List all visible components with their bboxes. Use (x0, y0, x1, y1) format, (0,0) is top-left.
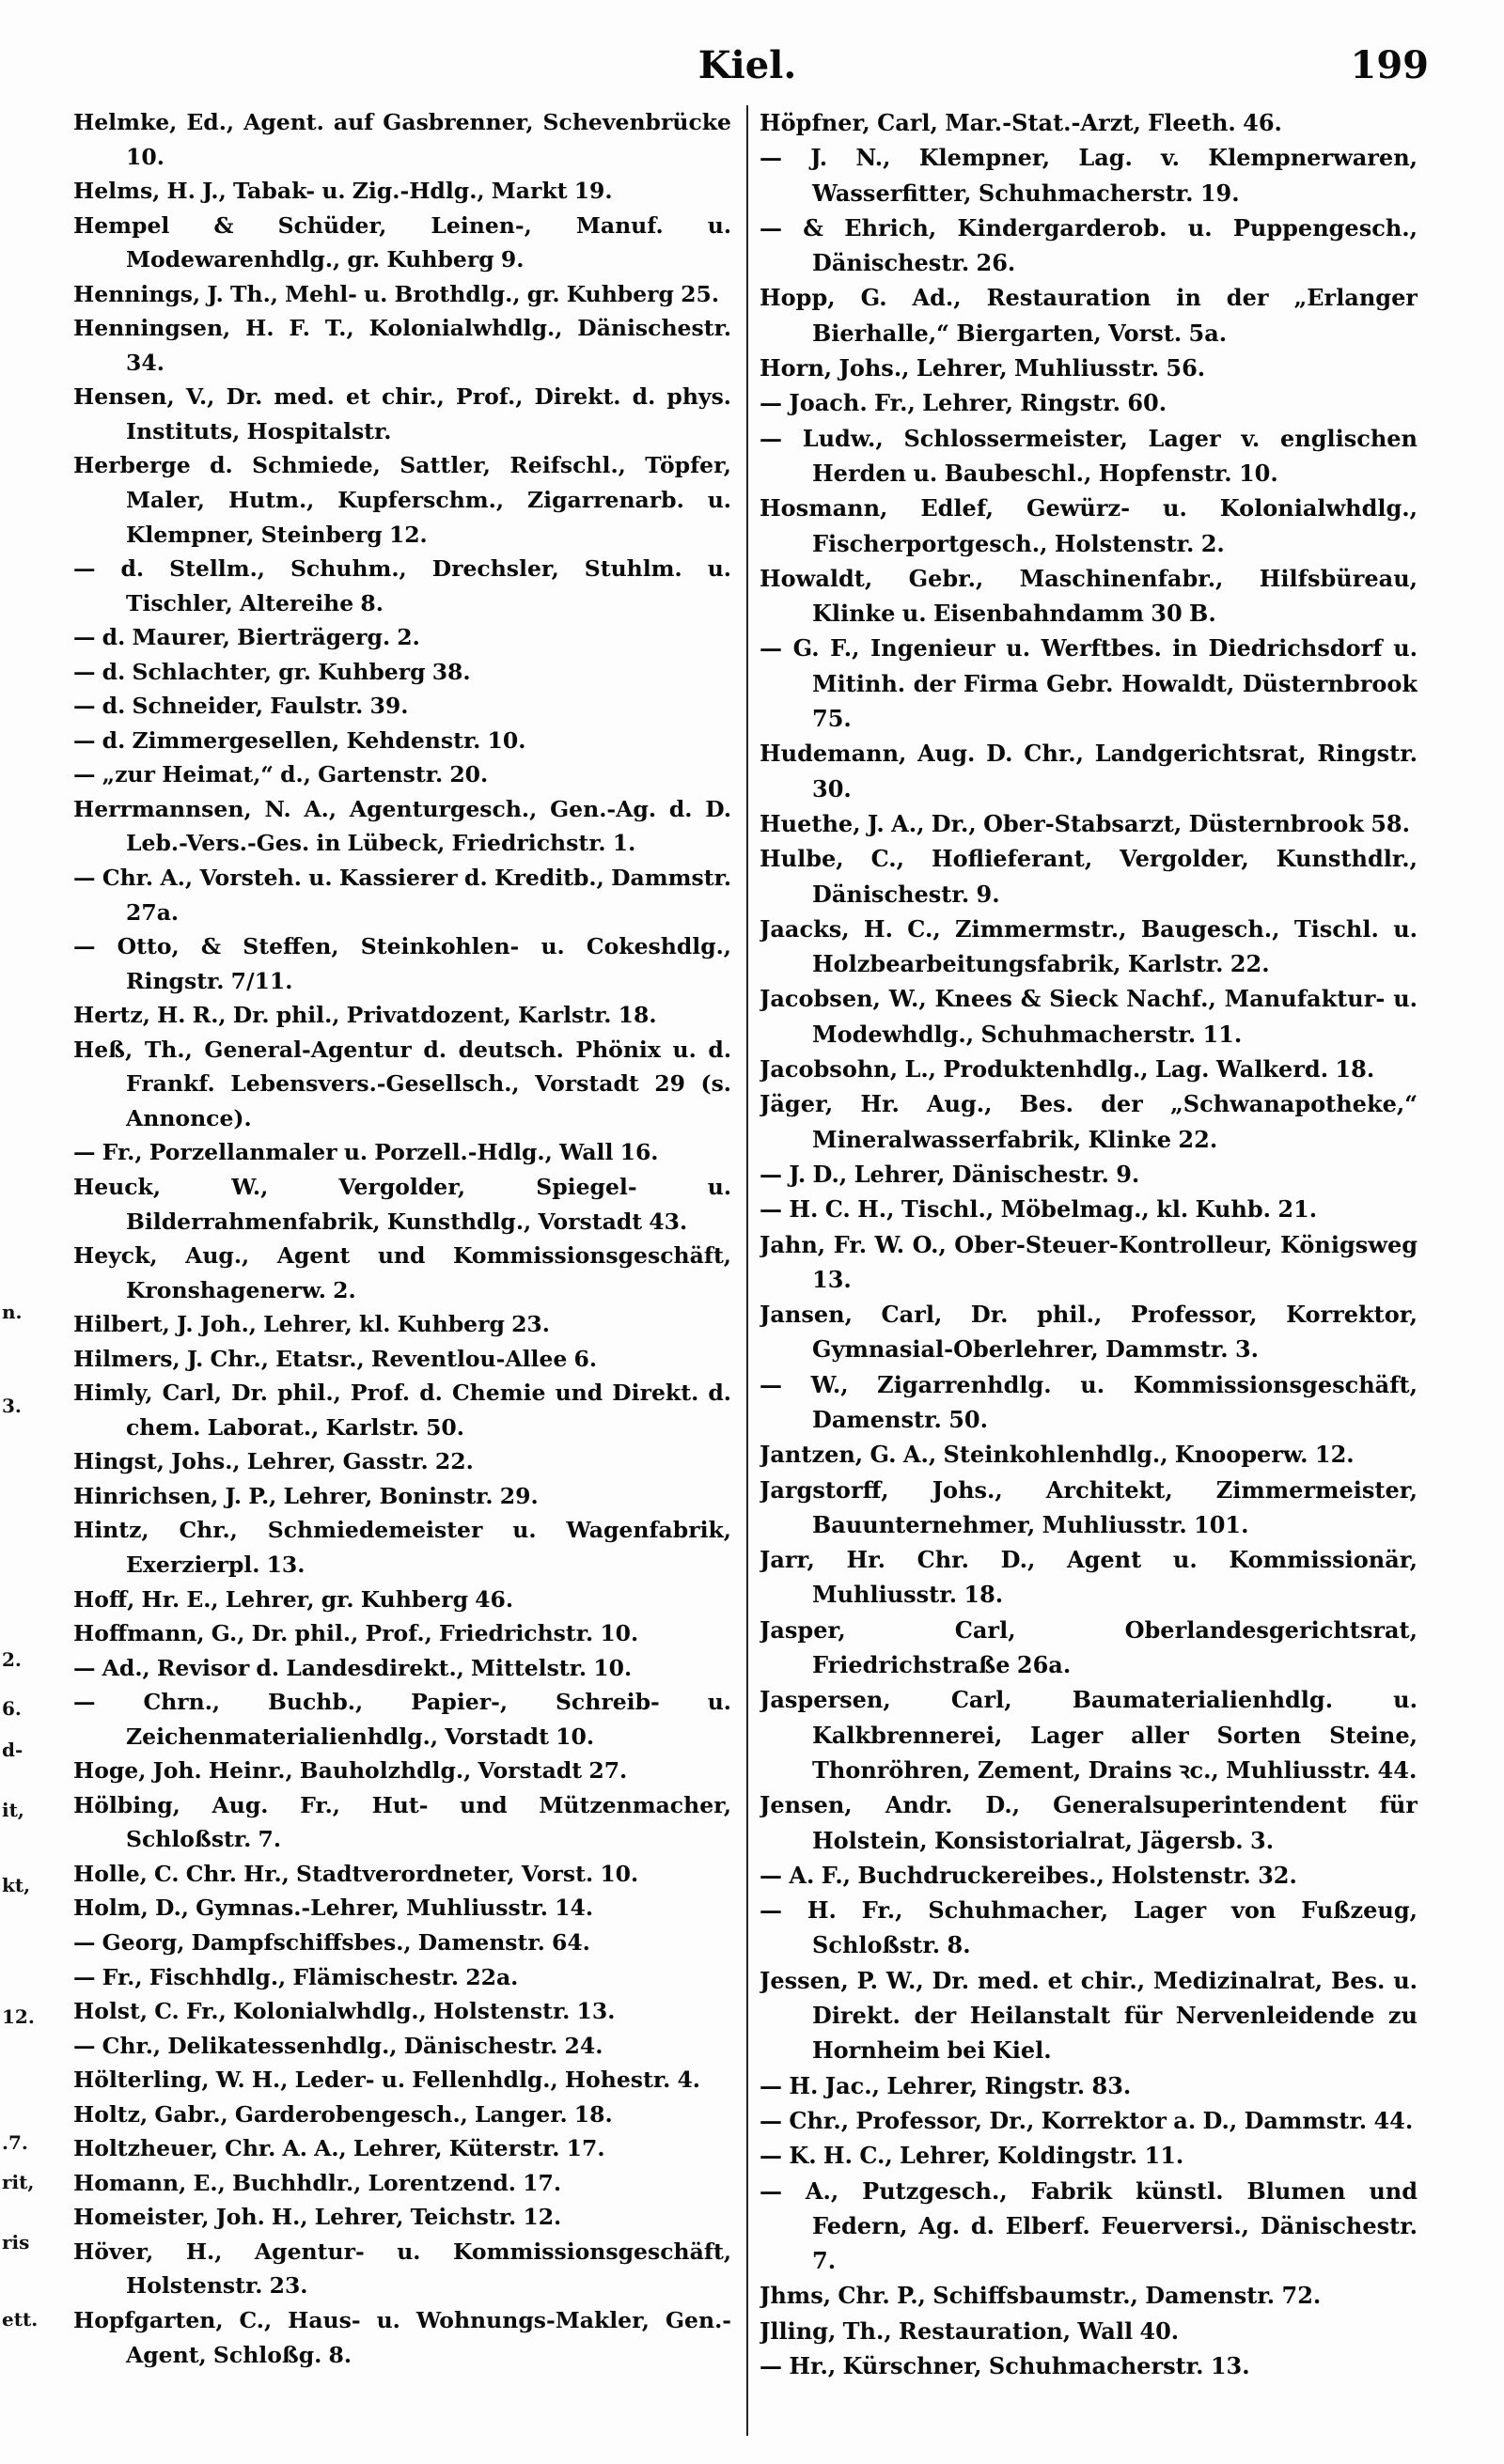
directory-entry: Jaacks, H. C., Zimmermstr., Baugesch., Tischl. u. Holzbearbeitungsfabrik, Karlstr. 22. (760, 914, 1418, 978)
directory-entry: — H. Jac., Lehrer, Ringstr. 83. (760, 2071, 1132, 2099)
directory-entry: Jlling, Th., Restauration, Wall 40. (760, 2316, 1180, 2345)
page-header (66, 36, 1429, 92)
directory-entry: Hoge, Joh. Heinr., Bauholzhdlg., Vorstadt 27. (73, 1757, 628, 1785)
directory-entry: Hopp, G. Ad., Restauration in der „Erlanger Bierhalle,“ Biergarten, Vorst. 5a. (760, 284, 1418, 347)
edge-mark: 3. (2, 1395, 22, 1417)
directory-entry: Hertz, H. R., Dr. phil., Privatdozent, Karlstr. 18. (73, 1002, 657, 1029)
directory-entry: Hensen, V., Dr. med. et chir., Prof., Direkt. d. phys. Instituts, Hospitalstr. (73, 383, 731, 444)
directory-entry: — H. C. H., Tischl., Möbelmag., kl. Kuhb. 21. (760, 1195, 1318, 1224)
directory-entry: — Chrn., Buchb., Papier-, Schreib- u. Zeichenmaterialienhdlg., Vorstadt 10. (73, 1689, 731, 1750)
directory-entry: Henningsen, H. F. T., Kolonialwhdlg., Dänischestr. 34. (73, 315, 731, 376)
directory-entry: — Georg, Dampfschiffsbes., Damenstr. 64. (73, 1928, 590, 1956)
directory-entry: — d. Maurer, Bierträgerg. 2. (73, 624, 420, 651)
directory-entry: — Hr., Kürschner, Schuhmacherstr. 13. (760, 2352, 1250, 2379)
directory-entry: Hulbe, C., Hoflieferant, Vergolder, Kunsthdlr., Dänischestr. 9. (760, 845, 1418, 908)
directory-entry: Horn, Johs., Lehrer, Muhliusstr. 56. (760, 354, 1206, 382)
directory-entry: Jahn, Fr. W. O., Ober-Steuer-Kontrolleur, Königsweg 13. (760, 1230, 1418, 1293)
directory-entry: — A., Putzgesch., Fabrik künstl. Blumen und Federn, Ag. d. Elberf. Feuerversi., Dänischestr. 7. (760, 2176, 1418, 2275)
directory-entry: Hölbing, Aug. Fr., Hut- und Mützenmacher, Schloßstr. 7. (73, 1791, 731, 1853)
directory-entry: — J. N., Klempner, Lag. v. Klempnerwaren, Wasserfitter, Schuhmacherstr. 19. (760, 144, 1418, 207)
directory-entry: Hintz, Chr., Schmiedemeister u. Wagenfabrik, Exerzierpl. 13. (73, 1517, 731, 1578)
directory-entry: Jasper, Carl, Oberlandesgerichtsrat, Friedrichstraße 26a. (760, 1615, 1418, 1679)
directory-entry: — d. Schlachter, gr. Kuhberg 38. (73, 658, 471, 685)
directory-entry: — Ludw., Schlossermeister, Lager v. englischen Herden u. Baubeschl., Hopfenstr. 10. (760, 424, 1418, 487)
directory-entry: — A. F., Buchdruckereibes., Holstenstr. 32. (760, 1861, 1297, 1889)
directory-entry: Holle, C. Chr. Hr., Stadtverordneter, Vorst. 10. (73, 1860, 639, 1887)
directory-columns (73, 105, 1433, 2436)
edge-mark: 12. (2, 2005, 35, 2028)
directory-entry: Hölterling, W. H., Leder- u. Fellenhdlg., Hohestr. 4. (73, 2066, 700, 2094)
directory-entry: Jaspersen, Carl, Baumaterialienhdlg. u. Kalkbrennerei, Lager aller Sorten Steine, Thonröhren, Zement, Drains ꝛc., Muhliusstr. 44. (760, 1686, 1418, 1784)
directory-entry: Jäger, Hr. Aug., Bes. der „Schwanapotheke,“ Mineralwasserfabrik, Klinke 22. (760, 1090, 1418, 1153)
edge-mark: it, (2, 1799, 24, 1821)
directory-entry: — K. H. C., Lehrer, Koldingstr. 11. (760, 2142, 1184, 2170)
directory-entry: Hopfgarten, C., Haus- u. Wohnungs-Makler, Gen.-Agent, Schloßg. 8. (73, 2307, 731, 2368)
directory-entry: Hoffmann, G., Dr. phil., Prof., Friedrichstr. 10. (73, 1620, 639, 1647)
edge-mark: .7. (2, 2131, 28, 2154)
directory-entry: Helmke, Ed., Agent. auf Gasbrenner, Schevenbrücke 10. (73, 109, 731, 170)
directory-entry: — Ad., Revisor d. Landesdirekt., Mittelstr. 10. (73, 1654, 633, 1681)
directory-entry: Heyck, Aug., Agent und Kommissionsgeschäft, Kronshagenerw. 2. (73, 1242, 731, 1303)
directory-entry: Homeister, Joh. H., Lehrer, Teichstr. 12. (73, 2204, 562, 2231)
directory-entry: — W., Zigarrenhdlg. u. Kommissionsgeschäft, Damenstr. 50. (760, 1370, 1418, 1433)
directory-entry: Hilbert, J. Joh., Lehrer, kl. Kuhberg 23. (73, 1311, 550, 1338)
directory-entry: Jacobsohn, L., Produktenhdlg., Lag. Walkerd. 18. (760, 1055, 1375, 1084)
directory-entry: — Chr. A., Vorsteh. u. Kassierer d. Kreditb., Dammstr. 27a. (73, 865, 731, 926)
directory-entry: — H. Fr., Schuhmacher, Lager von Fußzeug, Schloßstr. 8. (760, 1896, 1418, 1959)
directory-entry: Holst, C. Fr., Kolonialwhdlg., Holstenstr. 13. (73, 1998, 616, 2025)
directory-entry: — Chr., Professor, Dr., Korrektor a. D., Dammstr. 44. (760, 2106, 1414, 2134)
directory-entry: Jhms, Chr. P., Schiffsbaumstr., Damenstr. 72. (760, 2282, 1322, 2310)
directory-entry: — Fr., Fischhdlg., Flämischestr. 22a. (73, 1963, 519, 1990)
directory-entry: Heuck, W., Vergolder, Spiegel- u. Bilderrahmenfabrik, Kunsthdlg., Vorstadt 43. (73, 1173, 731, 1235)
directory-entry: — Chr., Delikatessenhdlg., Dänischestr. 24. (73, 2032, 603, 2059)
directory-entry: — J. D., Lehrer, Dänischestr. 9. (760, 1160, 1140, 1188)
directory-entry: Jarr, Hr. Chr. D., Agent u. Kommissionär, Muhliusstr. 18. (760, 1546, 1418, 1609)
directory-entry: Höpfner, Carl, Mar.-Stat.-Arzt, Fleeth. 46. (760, 109, 1282, 136)
directory-entry: Heß, Th., General-Agentur d. deutsch. Phönix u. d. Frankf. Lebensvers.-Gesellsch., Vorstadt 29 (s. Annonce). (73, 1036, 731, 1131)
directory-entry: Hennings, J. Th., Mehl- u. Brothdlg., gr. Kuhberg 25. (73, 280, 720, 307)
directory-entry: Hilmers, J. Chr., Etatsr., Reventlou-Allee 6. (73, 1345, 598, 1372)
directory-entry: Homann, E., Buchhdlr., Lorentzend. 17. (73, 2169, 562, 2196)
directory-entry: Hosmann, Edlef, Gewürz- u. Kolonialwhdlg., Fischerportgesch., Holstenstr. 2. (760, 494, 1418, 557)
directory-entry: Höver, H., Agentur- u. Kommissionsgeschäft, Holstenstr. 23. (73, 2238, 731, 2300)
adjacent-page-edge (0, 1222, 39, 2464)
edge-mark: 2. (2, 1648, 22, 1671)
directory-entry: Hempel & Schüder, Leinen-, Manuf. u. Modewarenhdlg., gr. Kuhberg 9. (73, 211, 731, 273)
directory-entry: — „zur Heimat,“ d., Gartenstr. 20. (73, 761, 489, 788)
directory-entry: Holtzheuer, Chr. A. A., Lehrer, Küterstr. 17. (73, 2135, 605, 2162)
page-title: Kiel. (697, 43, 797, 87)
edge-mark: 6. (2, 1697, 22, 1720)
directory-entry: Hinrichsen, J. P., Lehrer, Boninstr. 29. (73, 1482, 539, 1509)
directory-entry: Hoff, Hr. E., Lehrer, gr. Kuhberg 46. (73, 1585, 514, 1613)
directory-entry: Jargstorff, Johs., Architekt, Zimmermeister, Bauunternehmer, Muhliusstr. 101. (760, 1475, 1418, 1538)
directory-entry: — d. Schneider, Faulstr. 39. (73, 693, 409, 720)
directory-entry: — & Ehrich, Kindergarderob. u. Puppengesch., Dänischestr. 26. (760, 213, 1418, 277)
column-divider (746, 105, 748, 2436)
directory-entry: Jansen, Carl, Dr. phil., Professor, Korrektor, Gymnasial-Oberlehrer, Dammstr. 3. (760, 1301, 1418, 1364)
page-number: 199 (1350, 43, 1429, 87)
directory-entry: Herberge d. Schmiede, Sattler, Reifschl., Töpfer, Maler, Hutm., Kupferschm., Zigarrenarb. u. Klempner, Steinberg 12. (73, 452, 731, 548)
directory-entry: Holtz, Gabr., Garderobengesch., Langer. 18. (73, 2100, 613, 2128)
directory-entry: Hingst, Johs., Lehrer, Gasstr. 22. (73, 1448, 474, 1475)
directory-entry: Holm, D., Gymnas.-Lehrer, Muhliusstr. 14. (73, 1895, 594, 1922)
directory-entry: Helms, H. J., Tabak- u. Zig.-Hdlg., Markt 19. (73, 178, 613, 205)
left-column (73, 105, 731, 2436)
edge-mark: kt, (2, 1874, 31, 1896)
edge-mark: ris (2, 2231, 30, 2253)
directory-entry: Huethe, J. A., Dr., Ober-Stabsarzt, Düsternbrook 58. (760, 809, 1410, 837)
edge-mark: n. (2, 1301, 23, 1323)
directory-entry: Jensen, Andr. D., Generalsuperintendent für Holstein, Konsistorialrat, Jägersb. 3. (760, 1791, 1418, 1854)
directory-entry: Jantzen, G. A., Steinkohlenhdlg., Knooperw. 12. (760, 1441, 1355, 1469)
edge-mark: d- (2, 1739, 24, 1761)
directory-entry: Himly, Carl, Dr. phil., Prof. d. Chemie und Direkt. d. chem. Laborat., Karlstr. 50. (73, 1380, 731, 1441)
directory-entry: — d. Stellm., Schuhm., Drechsler, Stuhlm. u. Tischler, Altereihe 8. (73, 555, 731, 616)
right-column (760, 105, 1418, 2436)
directory-entry: — Fr., Porzellanmaler u. Porzell.-Hdlg., Wall 16. (73, 1139, 659, 1166)
edge-mark: ett. (2, 2308, 39, 2331)
directory-entry: Jacobsen, W., Knees & Sieck Nachf., Manufaktur- u. Modewhdlg., Schuhmacherstr. 11. (760, 985, 1418, 1048)
directory-entry: Hudemann, Aug. D. Chr., Landgerichtsrat, Ringstr. 30. (760, 740, 1418, 803)
edge-mark: rit, (2, 2171, 35, 2193)
directory-entry: — d. Zimmergesellen, Kehdenstr. 10. (73, 726, 526, 754)
directory-entry: Howaldt, Gebr., Maschinenfabr., Hilfsbüreau, Klinke u. Eisenbahndamm 30 B. (760, 564, 1418, 628)
directory-entry: — G. F., Ingenieur u. Werftbes. in Diedrichsdorf u. Mitinh. der Firma Gebr. Howaldt, Düsternbrook 75. (760, 634, 1418, 733)
directory-entry: Jessen, P. W., Dr. med. et chir., Medizinalrat, Bes. u. Direkt. der Heilanstalt für Nervenleidende zu Hornheim bei Kiel. (760, 1966, 1418, 2065)
directory-entry: Herrmannsen, N. A., Agenturgesch., Gen.-Ag. d. D. Leb.-Vers.-Ges. in Lübeck, Friedrichstr. 1. (73, 795, 731, 857)
directory-entry: — Joach. Fr., Lehrer, Ringstr. 60. (760, 389, 1167, 417)
directory-entry: — Otto, & Steffen, Steinkohlen- u. Cokeshdlg., Ringstr. 7/11. (73, 933, 731, 994)
